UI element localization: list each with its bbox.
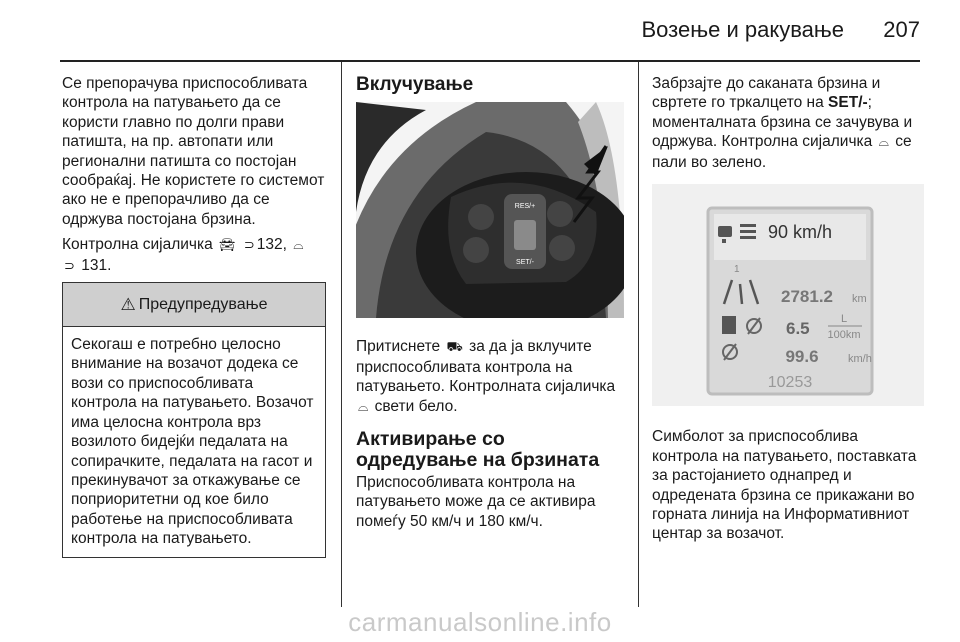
speed-range-paragraph: Приспособливата контрола на патувањето може да се активира помеѓу 50 км/ч и 180 км/ч. bbox=[356, 474, 596, 530]
adaptive-cruise-button-icon: ⛟︎ bbox=[446, 340, 463, 356]
display-lane-number: 1 bbox=[734, 264, 740, 276]
column-divider-1 bbox=[341, 62, 342, 607]
warning-icon: ⚠ bbox=[120, 294, 136, 314]
warning-box bbox=[62, 282, 326, 557]
section-heading-set-speed: Активирање со одредување на брзината bbox=[356, 428, 600, 472]
page-number: 207 bbox=[883, 17, 920, 42]
display-fuel-unit-top: L bbox=[840, 313, 848, 326]
driver-info-display bbox=[652, 184, 924, 406]
column-3 bbox=[652, 74, 924, 550]
page-title: Возење и ракување bbox=[641, 17, 844, 42]
res-label: RES/+ bbox=[514, 203, 536, 210]
page-ref-arrow-icon: ⊃ bbox=[64, 258, 75, 274]
page-header bbox=[0, 0, 960, 62]
car-icon: 🚘︎ bbox=[219, 238, 236, 254]
display-fuel-unit-bottom: 100km bbox=[827, 329, 861, 342]
cruise-control-icon: ⌓ bbox=[293, 238, 304, 254]
display-avg-speed-unit: km/h bbox=[848, 353, 872, 366]
set-speed-paragraph: Забрзајте до саканата брзина и свртете го тркалцето на SET/-; моменталната брзина се зачувува и одржува. Контролна сијаличка ⌓ се пали во зелено. bbox=[652, 75, 913, 171]
warning-header bbox=[63, 283, 325, 327]
steering-wheel-figure bbox=[356, 102, 624, 323]
steering-wheel-image bbox=[356, 102, 624, 318]
warning-title: Предупредување bbox=[138, 295, 268, 313]
driver-info-display-figure bbox=[652, 184, 924, 411]
cruise-control-icon: ⌓ bbox=[878, 135, 889, 151]
column-2 bbox=[356, 74, 624, 537]
indicator-reference: Контролна сијаличка 🚘︎ ⊃ 132, ⌓ ⊃ 131. bbox=[62, 235, 326, 276]
display-fuel: 6.5 bbox=[786, 319, 810, 339]
display-avg-speed: 99.6 bbox=[785, 347, 819, 367]
page-ref-arrow-icon: ⊃ bbox=[243, 238, 255, 254]
warning-body: Секогаш е потребно целосно внимание на возачот додека се вози со приспособливата контрола на патувањето. Возачот има целосна контрола врз возилото бидејќи педалата на сопирачките, педалата на гасот и прекинувачот за откажувањe се поприоритетни од кое било работење на приспособливата контрола на патувањето. bbox=[71, 336, 314, 548]
cruise-control-icon: ⌓ bbox=[358, 399, 369, 415]
display-distance: 2781.2 bbox=[781, 287, 833, 307]
section-heading-activation: Вклучување bbox=[356, 74, 474, 95]
watermark: carmanualsonline.info bbox=[348, 607, 612, 637]
symbol-description-paragraph: Симболот за приспособлива контрола на патувањето, поставката за растојанието однапред и одредената брзина се прикажани во горната линија на Информативниот центар за возачот. bbox=[652, 428, 917, 543]
column-1 bbox=[62, 74, 326, 558]
header-rule bbox=[60, 60, 920, 62]
column-divider-2 bbox=[638, 62, 639, 607]
activation-paragraph: Притиснете ⛟︎ за да ја вклучите приспособливата контрола на патувањето. Контролната сијаличка ⌓ свети бело. bbox=[356, 337, 624, 417]
set-label: SET/- bbox=[516, 259, 534, 266]
display-distance-unit: km bbox=[852, 293, 867, 306]
intro-paragraph: Се препорачува приспособливата контрола на патувањето да се користи главно по долги прави патишта, на пр. автопати или регионални патишта со постојан сообраќај. Не користете го системот ако не е препорачливо да се одржува постојана брзина. bbox=[62, 75, 325, 228]
display-speed: 90 km/h bbox=[767, 222, 833, 243]
display-odometer: 10253 bbox=[767, 374, 813, 392]
